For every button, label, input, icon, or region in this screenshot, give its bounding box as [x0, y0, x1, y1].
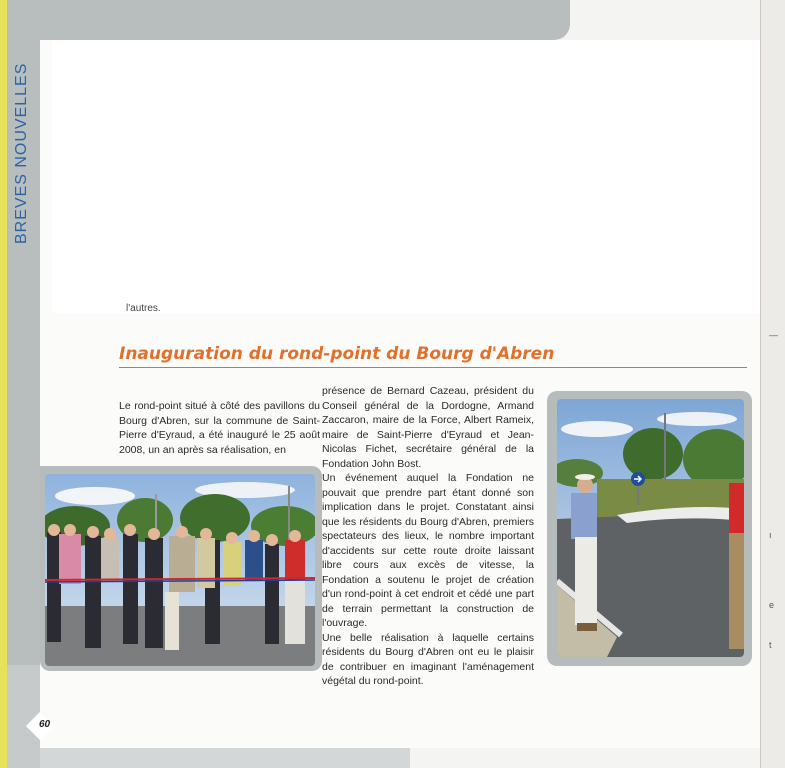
article-column-1: Le rond-point situé à côté des pavillons du Bourg d'Abren, sur la commune de Saint-Pierre d'Eyraud, a été inauguré le 25 août 2008, un an après sa réalisation, en	[119, 400, 320, 456]
bottom-gray-strip	[40, 748, 410, 768]
article-paragraph: Une belle réalisation à laquelle certains résidents du Bourg d'Abren ont eu le plaisir de contribuer en imaginant l'aménagement végétal du rond-point.	[322, 631, 534, 687]
article-paragraph: Un événement auquel la Fondation ne pouvait que prendre part étant donné son implication dans le projet. Constatant ainsi que les résidents du Bourg d'Abren, premiers spectateurs des lieux, le nombre important d'accidents sur cette route droite laissant libre cours aux excès de vitesse, la Fondation a soutenu le projet de création d'un rond-point à cet endroit et cédé une part de terrain permettant la construction de l'ouvrage.	[322, 472, 534, 629]
article-title: Inauguration du rond-point du Bourg d'Abren	[119, 344, 555, 364]
section-label: BREVES NOUVELLES	[13, 62, 30, 244]
article-column-2	[322, 384, 534, 689]
redacted-region	[52, 40, 760, 313]
roundabout-photo	[557, 399, 744, 657]
title-rule	[119, 367, 747, 368]
article-paragraph: présence de Bernard Cazeau, président du Conseil général de la Dordogne, Armand Zaccaron, maire de la Force, Albert Rameix, maire de Saint-Pierre d'Eyraud et Jean-Nicolas Fichet, secrétaire général de la Fondation John Bost.	[322, 385, 534, 470]
cropped-text-line: l'autres.	[126, 303, 161, 314]
page-number: 60	[39, 719, 51, 730]
spine-yellow-strip	[0, 0, 7, 768]
ribbon-cutting-photo	[45, 474, 315, 666]
top-gray-band	[7, 0, 570, 40]
next-page-edge: — ı e t	[760, 0, 785, 768]
